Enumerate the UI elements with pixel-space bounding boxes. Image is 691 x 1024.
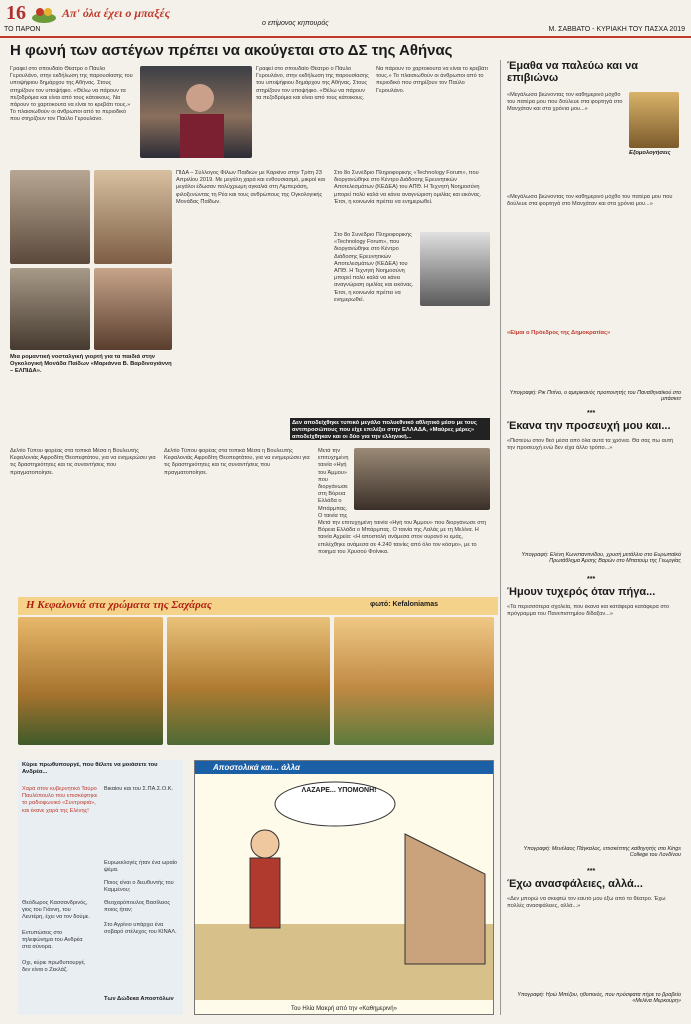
caption-ai: Δεν αποδείχθηκε τυπικό μεγάλο πολυεθνικό αθλητικό μέσο με τους αντιπροσώπους που είχε επιλέξει στην ΕΛΛΑΔΑ, «Μαύρες μέρες» αποδείχθηκαν και οι δύο για την ελληνική... — [290, 418, 490, 440]
main-headline: Η φωνή των αστέγων πρέπει να ακούγεται στο ΔΣ της Αθήνας — [10, 42, 453, 59]
news-item2-2: Ποιος είναι ο διευθυντής του Καμμένου; — [104, 880, 174, 893]
news-item-extra-3: Οχι, κύριε πρωθυπουργέ, δεν είναι ο Ζεκλάζ. — [22, 960, 86, 973]
photo-actor — [354, 448, 490, 510]
photo-group — [10, 170, 90, 264]
right-sign-2: Υπογραφή: Ελένη Κωνσταντινίδου, χρυσή μετάλλιο στο Ευρωπαϊκό Πρωτάθλημα Άρσης Βαρών στο Μπατούμ της Γεωργίας — [521, 552, 681, 564]
photo-event — [94, 170, 172, 264]
cartoon-drawing-icon — [195, 774, 493, 1000]
right-lead-3: «Τα περισσότερα σχολεία, που έκανα και κατάφερα κατάφερα στο πρόγραμμα του Πανεπιστημίου δίδαξαν...» — [507, 604, 670, 618]
cartoon-credit: Του Ηλία Μακρή από την «Καθημερινή» — [291, 1006, 397, 1012]
book-caption: Εξομολογήσεις — [629, 150, 671, 156]
stars-3: *** — [587, 868, 596, 875]
right-column — [500, 60, 683, 1015]
right-sub-1: «Είμαι ο Πρόεδρος της Δημοκρατίας» — [507, 330, 611, 336]
news-item-extra-1: Θεόδωρος Κασσανδρινός, γιος του Γιάννη, του Λευτέρη, έχει να τον δούμε. — [22, 900, 90, 920]
article-deltio-cont: Δελτίο Τύπου φορέας στα τοπικά Μέσα η Βουλευτής Κεφαλονιάς Αφροδίτη Θεοπεφτάτου, για να ενημερώσει για τις δραστηριότητες και τις συναντήσεις που πραγματοποίησε. — [164, 448, 310, 476]
stars-2: *** — [587, 576, 596, 583]
article-meta-cont: Μετά την επιτυχημένη ταινία «Ηγή του Άμμου» που διοργάνωσε στη Βόρεια Ελλάδα ο Μπάρμπας. Ο ταινία της Λαλάς με τη Μελίνα. Η ταινία Αχρεία: «Η αποστολή ανάμεσα στον ουρανό κι εμάς, επιλέχθηκε ανάμεσα σε 4.240 ταινίες από όλο τον κόσμο», με το ποιημα του Χρυσού Φοίνικα. — [318, 520, 487, 555]
right-body-1: «Μεγάλωσα βιώνοντας τον καθημερινό μόχθο του πατέρα μου που δούλευε στα φορτηγά στο Μανχάταν και στα χρόνια μου...» — [507, 194, 673, 208]
right-lead-4: «Δεν μπορώ να σκεφτώ τον εαυτό μου έξω από το θέατρο. Έχω πολλές ανασφάλειες, αλλά...» — [507, 896, 666, 910]
news-item2-3: Θεοχαρόπουλος Βασίλειος ποιος ήταν; — [104, 900, 171, 913]
cartoon-speech: ΛΑΖΑΡΕ... ΥΠΟΜΟΝΗ! — [301, 787, 377, 794]
photo-sahara-1 — [18, 617, 163, 745]
section-title: Απ' όλα έχει ο μπαξές — [62, 6, 170, 20]
caption-cancer: Μια ρομαντική νοσταλγική γιορτή για τα παιδιά στην Ογκολογική Μονάδα Παίδων «Μαριάννα Β. Βαρδινογιάννη – ΕΛΠΙΔΑ». — [10, 354, 172, 374]
garden-icon — [30, 6, 58, 24]
kefalonia-banner — [18, 597, 498, 615]
article-technology-cont: Στο 8ο Συνέδριο Πληροφορικής «Technology Forum», που διοργανώθηκε στο Κέντρο Διάδοσης Ερευνητικών Αποτελεσμάτων (ΚΕΔΕΑ) του ΑΠΘ. Η Τεχνητή Νοημοσύνη μπορεί πολύ καλά να κάνει αναγνώριση ομιλίας και εικόνας. Έτσι, η κοινωνία πρέπει να ενημερωθεί. — [334, 232, 414, 303]
article-deltio: Δελτίο Τύπου φορέας στα τοπικά Μέσα η Βουλευτής Κεφαλονιάς Αφροδίτη Θεοπεφτάτου, για να ενημερώσει για τις δραστηριότητες και τις συναντήσεις που πραγματοποίησε. — [10, 448, 156, 476]
right-sign-3: Υπογραφή: Μενέλαος Πάγκαλος, επισκέπτης καθηγητής στο Kings College του Λονδίνου — [523, 846, 681, 858]
article-homeless-cont: Γραφεί στο σπουδαίο Θέατρο ο Πάυλο Γερουλάνο, στην εκδήλωση της παρουσίασης του υποψήφιου δημάρχου της Αθήνας. Στους στηρίζουν τον υποψήφιο. «Θέλω να πάρουν τα πεζοδρόμια και είναι από τους κάτοικους. Να πάρουν το χαρτοκουτα να είναι το κρεβάτι τους.» Το πλαισιωθούν οι άνθρωποι από το περιοδικό που στηρίζουν τον Παύλο Γερουλάνο. — [256, 66, 488, 101]
news-item-extra-2: Εντυπώσεις στο τηλεφώνημα του Ανδρέα στα σύνορα. — [22, 930, 83, 950]
page-header — [0, 0, 691, 38]
kefalonia-title: Η Κεφαλονιά στα χρώματα της Σαχάρας — [26, 599, 212, 611]
cartoon-panel — [194, 760, 494, 1015]
right-sign-1: Υπογραφή: Ρικ Πιτίνο, ο αμερικανός προπονητής του Παναθηναϊκού στο μπάσκετ — [509, 390, 681, 402]
right-title-1: Έμαθα να παλεύω και να επιβιώνω — [507, 60, 639, 84]
right-title-4: Έχω ανασφάλειες, αλλά... — [507, 878, 643, 890]
photo-book — [629, 92, 679, 148]
publication-name: ΤΟ ΠΑΡΟΝ — [4, 26, 41, 33]
right-title-2: Έκανα την προσευχή μου και... — [507, 420, 671, 432]
news-item2-1: Ευρωεκλογές ήταν ένα ωραίο ψέμα. — [104, 860, 178, 873]
news-signature: Των Δώδεκα Αποστόλων — [104, 996, 174, 1002]
cartoon-title: Αποστολικά και... άλλα — [195, 761, 493, 774]
photo-sahara-3 — [334, 617, 494, 745]
right-lead-1: «Μεγάλωσα βιώνοντας τον καθημερινό μόχθο του πατέρα μου που δούλευε στα φορτηγά στο Μανχάταν και στα χρόνια μου...» — [507, 92, 623, 113]
kyria-headline: Κύριε πρωθυπουργέ, που θέλετε να μοιάσετε του Ανδρέα... — [22, 762, 158, 775]
issue-date: Μ. ΣΑΒΒΑΤΟ - ΚΥΡΙΑΚΗ ΤΟΥ ΠΑΣΧΑ 2019 — [548, 26, 685, 33]
page-number: 16 — [6, 2, 26, 24]
right-sign-4: Υπογραφή: Ηρώ Μπέζου, ηθοποιός, που πρόσφατα πήρε το βραβείο «Μελίνα Μερκούρη» — [517, 992, 681, 1004]
photo-researcher — [420, 232, 490, 306]
photo-speaker — [140, 66, 252, 158]
article-pida: ΠΙΔΑ – Σύλλογος Φίλων Παιδιών με Καρκίνο στην Τρίτη 23 Απριλίου 2019. Με μεγάλη χαρά και ενθουσιασμό, μικροί και μεγάλοι έδωσαν πολύχρωμη αγκαλιά στη Λιμπεράση, φιλοξενώντας τη Ρέα και τους ανθρώπους της Ογκολογικής Μονάδας Παίδων. — [176, 170, 325, 205]
kefalonia-credit: φωτό: Kefaloniamas — [370, 601, 438, 608]
right-title-3: Ήμουν τυχερός όταν πήγα... — [507, 586, 656, 598]
article-meta: Μετά την επιτυχημένη ταινία «Ηγή του Άμμου» που διοργάνωσε στη Βόρεια Ελλάδα ο Μπάρμπας. Ο ταινία της — [318, 448, 349, 518]
stars-1: *** — [587, 410, 596, 417]
right-lead-2: «Πιστεύω στον θεό μέσα από όλα αυτά τα χρόνια. Θα σας πω αυτή την προσευχή ενώ δεν είχα άλλο τρόπο...» — [507, 438, 674, 452]
news-item-1: Χαρά στον κυβερνητικό Ταύρο Παυλόπουλο που επισκέφτηκε το ραδιοφωνικό «Συντροφιά», και έκανε χαρά της Ελένης! — [22, 786, 98, 814]
blog-label: ο επίμονος κηπουρός — [262, 20, 329, 27]
article-homeless: Γραφεί στο σπουδαίο Θέατρο ο Πάυλο Γερουλάνο, στην εκδήλωση της παρουσίασης του υποψήφιου δημάρχου της Αθήνας. Στους στηρίζουν τον υποψήφιο. «Θέλω να πάρουν τα πεζοδρόμια και είναι από τους κάτοικους. Να πάρουν το χαρτοκουτα να είναι το κρεβάτι τους.» Το πλαισιωθούν οι άνθρωποι από το περιοδικό που στηρίζουν τον Παύλο Γερουλάνο. — [10, 66, 133, 123]
news-item-2: Βικαίου και του Σ.ΠΑ.Σ.Ο.Κ. — [104, 786, 174, 792]
news-item2-4: Στο Αγρίνιο υπάρχει ένα σοβαρό στέλεχος του ΚΙΝΑΛ. — [104, 922, 177, 935]
photo-children — [94, 268, 172, 350]
article-technology: Στο 8ο Συνέδριο Πληροφορικής «Technology Forum», που διοργανώθηκε στο Κέντρο Διάδοσης Ερευνητικών Αποτελεσμάτων (ΚΕΔΕΑ) του ΑΠΘ. Η Τεχνητή Νοημοσύνη μπορεί πολύ καλά να κάνει αναγνώριση ομιλίας και εικόνας. Έτσι, η κοινωνία πρέπει να ενημερωθεί. — [334, 170, 482, 205]
photo-sahara-2 — [167, 617, 330, 745]
photo-woman — [10, 268, 90, 350]
person-icon — [140, 66, 252, 158]
